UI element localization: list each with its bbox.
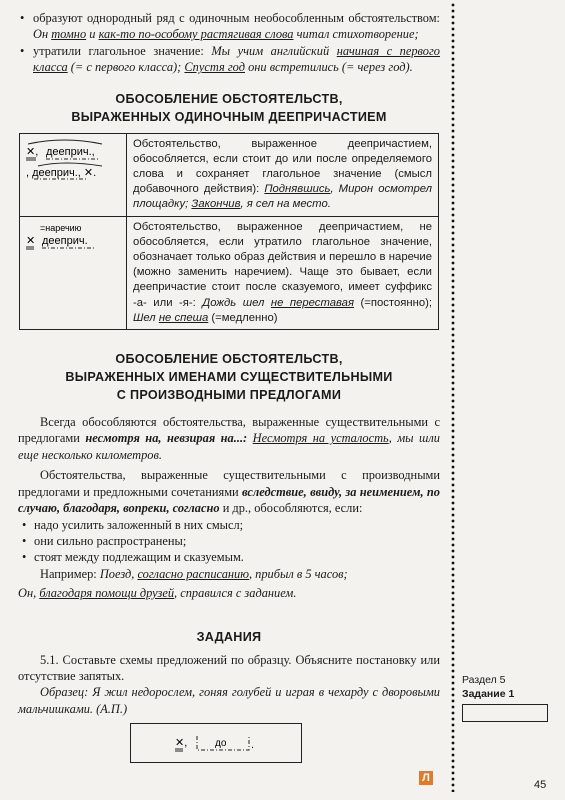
side-answer-box (462, 704, 548, 722)
list-item (18, 10, 440, 43)
list-item: • они сильно распространены; (18, 533, 440, 549)
heading-line: С ПРОИЗВОДНЫМИ ПРЕДЛОГАМИ (116, 388, 342, 403)
paragraph (18, 467, 440, 516)
prepositions-list: вследствие, ввиду, за неимением, по случаю, благодаря, вопреки, согласно (18, 484, 440, 516)
main-column (18, 10, 440, 763)
dotted-divider (451, 2, 455, 792)
example-paragraph (18, 566, 440, 582)
example-intro: Например: (40, 566, 97, 581)
paragraph (18, 414, 440, 463)
example-underlined: Закончив (191, 198, 241, 211)
rules-table (19, 133, 439, 330)
example-paragraph (18, 585, 440, 601)
example-text: , я сел на место. (240, 198, 331, 211)
list-item: • стоят между подлежащим и сказуемым. (18, 549, 440, 565)
heading-line: ОБОСОБЛЕНИЕ ОБСТОЯТЕЛЬСТВ, (115, 91, 343, 106)
example-underlined: согласно расписанию (137, 566, 249, 581)
example-underlined: томно (51, 27, 87, 42)
bullet-text: образуют однородный ряд с одиночным необособленным обстоятельством: (33, 11, 440, 25)
example-text: Он (33, 27, 49, 42)
scheme-cell (20, 133, 127, 216)
list-item: • надо усилить заложенный в них смысл; (18, 517, 440, 533)
example-underlined: благодаря помощи друзей (39, 586, 175, 601)
heading-line: ВЫРАЖЕННЫХ ОДИНОЧНЫМ ДЕЕПРИЧАСТИЕМ (71, 109, 387, 124)
list-item (18, 43, 440, 76)
scheme-diagram (24, 221, 116, 251)
section-heading (18, 350, 440, 404)
paragraph-text: Всегда обособляются обстоятельства, выраженные существительными с предлогами (18, 415, 440, 446)
example-text: Дождь шел (202, 296, 265, 309)
publisher-logo-icon: Л (419, 771, 433, 785)
scheme-participle-label: до (215, 738, 227, 750)
scheme-participle-label: дееприч. (42, 234, 88, 247)
sample-text: Образец: Я жил недорослем, гоняя голубей и играя в чехарду с дворовыми мальчишками. (А.П.) (18, 685, 440, 716)
example-text: читал стихотворение; (296, 27, 419, 42)
example-text: и (89, 27, 96, 42)
example-underlined: Поднявшись (264, 183, 331, 196)
example-underlined: не переставая (270, 296, 354, 309)
scheme-cell (20, 216, 127, 329)
rule-text: Обстоятельство, выраженное деепричастием, не обособляется, если утратило глагольное значение, обозначает только образ действия и перешло в наречие (можно заменить наречием). Чаще это бывает, если деепричастие стоит после сказуемого, имеет суффикс -а- или -я-: (133, 220, 432, 309)
example-underlined: Несмотря на усталость (252, 431, 389, 446)
example-text: Мы учим английский (211, 43, 330, 58)
example-underlined: начиная с первого класса (33, 43, 440, 75)
tasks-heading: ЗАДАНИЯ (196, 629, 262, 644)
scheme-period: . (251, 739, 255, 752)
example-underlined: не спеша (158, 311, 209, 324)
scheme-x-mark: ✕, (26, 145, 39, 158)
scheme (24, 221, 122, 256)
side-task: Задание 1 (462, 688, 515, 700)
prepositions-list: несмотря на, невзирая на...: (85, 431, 248, 446)
paragraph-text: Обстоятельства, выраженные существительными с производными предлогами и предложными сочетаниями (18, 468, 440, 499)
heading-line: ВЫРАЖЕННЫХ ИМЕНАМИ СУЩЕСТВИТЕЛЬНЫМИ (65, 370, 393, 385)
section-heading (18, 90, 440, 126)
example-text: Поезд, (99, 566, 135, 581)
example-text: Он, (18, 586, 37, 601)
heading-line: ОБОСОБЛЕНИЕ ОБСТОЯТЕЛЬСТВ, (115, 352, 343, 367)
scheme-diagram (131, 724, 301, 762)
example-note: (=постоянно); (360, 296, 433, 309)
scheme-x-mark: ✕, (175, 737, 188, 750)
example-underlined: как-то по-особому растягивая слова (98, 27, 294, 42)
paragraph-text: и др., обособляются, если: (222, 501, 363, 516)
page-number: 45 (534, 779, 547, 791)
example-text: они встретились (= через год). (248, 60, 413, 75)
rule-cell (127, 133, 439, 216)
example-underlined: Спустя год (184, 60, 245, 75)
scheme-diagram (24, 138, 116, 180)
scheme-participle-label: дееприч., (46, 145, 95, 158)
table-row (20, 133, 439, 216)
example-text: Шел (133, 311, 156, 324)
example-text: , справился с заданием. (174, 586, 297, 601)
example-text: (= с первого класса); (70, 60, 182, 75)
task-text: 5.1. Составьте схемы предложений по образцу. Объясните постановку или отсутствие запятых. (18, 652, 440, 683)
scheme-x-mark: ✕ (26, 234, 36, 247)
rule-text: Обстоятельство, выраженное деепричастием, обособляется, если стоит до или после определяемого слова и сохраняет глагольное значение (смысл добавочного действия): (133, 137, 432, 196)
answer-scheme-box (130, 723, 302, 763)
example-text: , прибыл в 5 часов; (248, 566, 348, 581)
side-section: Раздел 5 (462, 674, 506, 686)
side-label (462, 673, 514, 701)
rule-cell (127, 216, 439, 329)
example-text: , мы шли еще несколько километров. (18, 431, 440, 462)
example-note: (=медленно) (211, 311, 278, 324)
example-text: , Мирон осмотрел площадку; (133, 183, 432, 211)
bullet-text: утратили глагольное значение: (33, 43, 204, 58)
table-row (20, 216, 439, 329)
scheme-note: =наречию (40, 222, 82, 233)
scheme (24, 138, 122, 185)
scheme-participle-label: , дееприч., ✕. (26, 166, 97, 179)
